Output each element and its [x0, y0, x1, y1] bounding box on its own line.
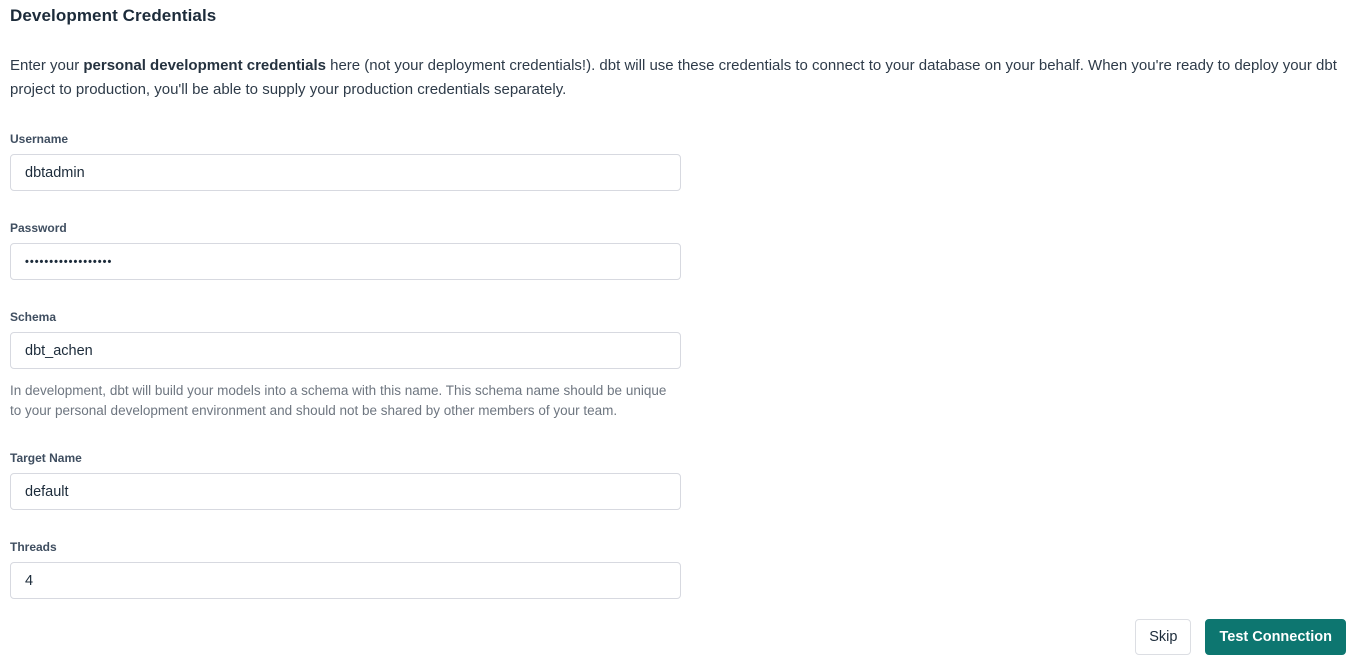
schema-label: Schema: [10, 310, 57, 324]
schema-input[interactable]: [10, 332, 681, 369]
footer-actions: [1135, 619, 1346, 655]
test-connection-button[interactable]: Test Connection: [1205, 619, 1346, 655]
intro-text-prefix: Enter your: [10, 57, 84, 74]
password-field-group: [10, 221, 1346, 280]
intro-text-bold: personal development credentials: [83, 57, 326, 74]
intro-text-suffix: here (not your deployment credentials!). dbt will use these credentials to connect to your database on your behalf. When you're ready to deploy your dbt project to production, you'll be able to supply your production credentials separately.: [10, 57, 1337, 98]
password-label: Password: [10, 221, 67, 235]
threads-input[interactable]: [10, 562, 681, 599]
target-name-input[interactable]: [10, 473, 681, 510]
target-name-field-group: [10, 451, 1346, 510]
username-field-group: [10, 132, 1346, 191]
password-input[interactable]: [10, 243, 681, 280]
threads-field-group: [10, 540, 1346, 599]
page-title: Development Credentials: [10, 6, 217, 25]
intro-paragraph: [10, 54, 1346, 102]
schema-help-text: In development, dbt will build your models into a schema with this name. This schema name should be unique to your personal development environment and should not be shared by other members of your team.: [10, 383, 667, 418]
threads-label: Threads: [10, 540, 57, 554]
schema-field-group: [10, 310, 1346, 421]
skip-button[interactable]: Skip: [1135, 619, 1191, 655]
username-input[interactable]: [10, 154, 681, 191]
target-name-label: Target Name: [10, 451, 82, 465]
username-label: Username: [10, 132, 69, 146]
